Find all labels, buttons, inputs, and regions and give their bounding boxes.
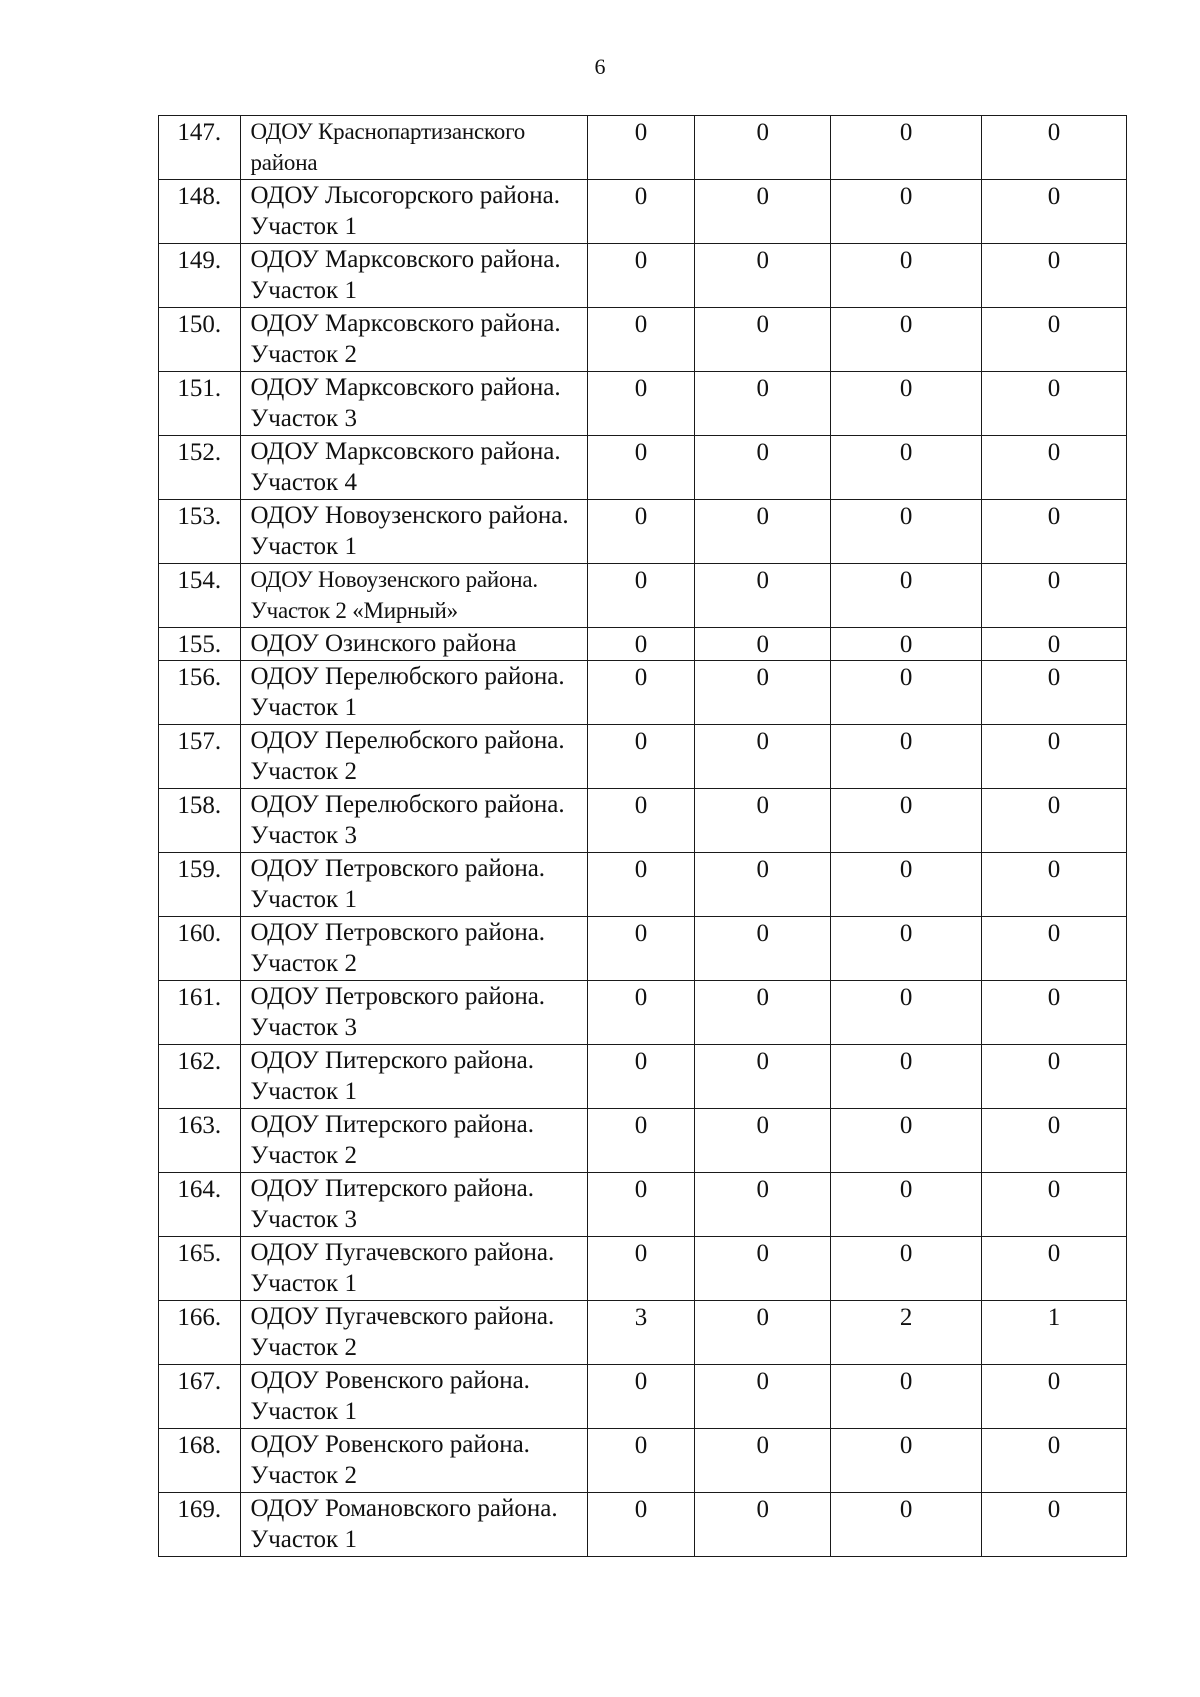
value-4: 1	[1047, 1304, 1061, 1331]
table-row	[159, 1109, 1127, 1173]
value-1: 0	[634, 1368, 648, 1395]
institution-name: ОДОУ Ровенского района. Участок 2	[240, 1429, 587, 1493]
row-number-cell	[159, 372, 241, 436]
value-3: 0	[899, 375, 913, 402]
row-number-cell	[159, 1237, 241, 1301]
table-row	[159, 725, 1127, 789]
value-cell-1	[587, 180, 695, 244]
value-2: 0	[756, 920, 769, 947]
table-row	[159, 661, 1127, 725]
value-cell-4	[982, 789, 1127, 853]
value-cell-4	[982, 436, 1127, 500]
value-1: 0	[634, 439, 648, 466]
institution-name: ОДОУ Петровского района. Участок 1	[240, 853, 587, 917]
value-cell-3	[831, 1301, 982, 1365]
table-row	[159, 308, 1127, 372]
row-number-cell	[159, 661, 241, 725]
value-cell-1	[587, 372, 695, 436]
row-number-cell	[159, 180, 241, 244]
institution-name: ОДОУ Пугачевского района. Участок 2	[240, 1301, 587, 1365]
value-cell-4	[982, 853, 1127, 917]
table-row	[159, 789, 1127, 853]
value-cell-2	[695, 1045, 831, 1109]
value-cell-4	[982, 500, 1127, 564]
value-1: 0	[634, 1176, 648, 1203]
table-row	[159, 436, 1127, 500]
value-3: 0	[899, 728, 913, 755]
value-cell-4	[982, 1109, 1127, 1173]
row-number: 168.	[177, 1432, 222, 1459]
row-number-cell	[159, 725, 241, 789]
table-row	[159, 628, 1127, 661]
row-number-cell	[159, 917, 241, 981]
value-cell-1	[587, 116, 695, 180]
value-cell-3	[831, 628, 982, 661]
table-row	[159, 116, 1127, 180]
value-cell-3	[831, 308, 982, 372]
table-row	[159, 500, 1127, 564]
value-cell-3	[831, 981, 982, 1045]
institution-name: ОДОУ Озинского района	[240, 628, 587, 661]
value-cell-1	[587, 436, 695, 500]
value-cell-3	[831, 917, 982, 981]
value-cell-1	[587, 1301, 695, 1365]
value-4: 0	[1047, 375, 1061, 402]
row-number: 163.	[177, 1112, 222, 1139]
value-1: 0	[634, 503, 648, 530]
table-row	[159, 372, 1127, 436]
value-cell-4	[982, 1429, 1127, 1493]
value-4: 0	[1047, 503, 1061, 530]
value-cell-4	[982, 372, 1127, 436]
value-cell-3	[831, 789, 982, 853]
institution-name: ОДОУ Петровского района. Участок 3	[240, 981, 587, 1045]
table-row	[159, 244, 1127, 308]
value-3: 0	[899, 984, 913, 1011]
institution-name: ОДОУ Перелюбского района. Участок 2	[240, 725, 587, 789]
value-cell-3	[831, 661, 982, 725]
value-cell-2	[695, 436, 831, 500]
row-number-cell	[159, 1045, 241, 1109]
value-1: 0	[634, 567, 648, 594]
value-2: 0	[756, 1240, 769, 1267]
row-number: 161.	[177, 984, 222, 1011]
value-4: 0	[1047, 1240, 1061, 1267]
value-3: 0	[899, 631, 913, 658]
table-row	[159, 1365, 1127, 1429]
value-cell-1	[587, 661, 695, 725]
value-cell-4	[982, 981, 1127, 1045]
value-cell-1	[587, 1237, 695, 1301]
value-4: 0	[1047, 439, 1061, 466]
row-number: 147.	[177, 119, 222, 146]
value-3: 0	[899, 567, 913, 594]
value-cell-2	[695, 628, 831, 661]
value-cell-1	[587, 308, 695, 372]
row-number-cell	[159, 1365, 241, 1429]
row-number: 149.	[177, 247, 222, 274]
table-row	[159, 180, 1127, 244]
table-row	[159, 1301, 1127, 1365]
row-number-cell	[159, 564, 241, 628]
row-number-cell	[159, 1109, 241, 1173]
value-cell-2	[695, 789, 831, 853]
row-number-cell	[159, 1301, 241, 1365]
value-cell-4	[982, 1237, 1127, 1301]
value-1: 0	[634, 1432, 648, 1459]
value-4: 0	[1047, 567, 1061, 594]
row-number-cell	[159, 308, 241, 372]
row-number: 159.	[177, 856, 222, 883]
value-4: 0	[1047, 728, 1061, 755]
value-cell-3	[831, 436, 982, 500]
value-cell-2	[695, 372, 831, 436]
value-2: 0	[756, 856, 769, 883]
value-cell-4	[982, 628, 1127, 661]
table-row	[159, 1045, 1127, 1109]
row-number: 156.	[177, 664, 222, 691]
value-2: 0	[756, 1112, 769, 1139]
value-cell-2	[695, 917, 831, 981]
value-4: 0	[1047, 247, 1061, 274]
value-cell-4	[982, 116, 1127, 180]
row-number: 162.	[177, 1048, 222, 1075]
institution-name: ОДОУ Лысогорского района. Участок 1	[240, 180, 587, 244]
value-4: 0	[1047, 984, 1061, 1011]
value-cell-2	[695, 853, 831, 917]
value-cell-3	[831, 500, 982, 564]
value-cell-3	[831, 244, 982, 308]
value-cell-4	[982, 917, 1127, 981]
value-cell-3	[831, 1365, 982, 1429]
institution-name: ОДОУ Питерского района. Участок 2	[240, 1109, 587, 1173]
row-number-cell	[159, 244, 241, 308]
row-number: 165.	[177, 1240, 222, 1267]
row-number: 160.	[177, 920, 222, 947]
value-cell-4	[982, 1365, 1127, 1429]
value-3: 2	[899, 1304, 913, 1331]
table-row	[159, 1173, 1127, 1237]
value-cell-2	[695, 116, 831, 180]
value-cell-2	[695, 1109, 831, 1173]
value-cell-1	[587, 1429, 695, 1493]
value-cell-4	[982, 1301, 1127, 1365]
value-3: 0	[899, 439, 913, 466]
value-4: 0	[1047, 1368, 1061, 1395]
value-4: 0	[1047, 792, 1061, 819]
value-4: 0	[1047, 183, 1061, 210]
value-cell-1	[587, 1109, 695, 1173]
value-1: 0	[634, 1240, 648, 1267]
row-number-cell	[159, 1173, 241, 1237]
row-number-cell	[159, 628, 241, 661]
table-row	[159, 1429, 1127, 1493]
value-1: 0	[634, 119, 648, 146]
institution-name: ОДОУ Марксовского района. Участок 2	[240, 308, 587, 372]
row-number: 164.	[177, 1176, 222, 1203]
institution-name: ОДОУ Питерского района. Участок 1	[240, 1045, 587, 1109]
value-4: 0	[1047, 1112, 1061, 1139]
row-number: 155.	[177, 631, 222, 658]
value-cell-2	[695, 1429, 831, 1493]
value-cell-2	[695, 661, 831, 725]
value-4: 0	[1047, 1432, 1061, 1459]
value-cell-3	[831, 725, 982, 789]
value-3: 0	[899, 247, 913, 274]
table-row	[159, 853, 1127, 917]
value-1: 0	[634, 1048, 648, 1075]
data-table	[158, 115, 1127, 1557]
value-cell-3	[831, 116, 982, 180]
value-1: 0	[634, 792, 648, 819]
value-cell-3	[831, 372, 982, 436]
value-cell-2	[695, 1365, 831, 1429]
value-2: 0	[756, 728, 769, 755]
value-cell-3	[831, 1237, 982, 1301]
value-4: 0	[1047, 119, 1061, 146]
row-number: 154.	[177, 567, 222, 594]
value-cell-1	[587, 1493, 695, 1557]
value-3: 0	[899, 920, 913, 947]
value-3: 0	[899, 1368, 913, 1395]
value-1: 0	[634, 1496, 648, 1523]
row-number: 153.	[177, 503, 222, 530]
row-number-cell	[159, 436, 241, 500]
institution-name: ОДОУ Пугачевского района. Участок 1	[240, 1237, 587, 1301]
value-cell-2	[695, 180, 831, 244]
value-cell-4	[982, 1045, 1127, 1109]
value-cell-4	[982, 725, 1127, 789]
value-cell-4	[982, 1493, 1127, 1557]
value-cell-4	[982, 1173, 1127, 1237]
value-2: 0	[756, 567, 769, 594]
institution-name: ОДОУ Марксовского района. Участок 3	[240, 372, 587, 436]
value-cell-1	[587, 789, 695, 853]
value-3: 0	[899, 183, 913, 210]
value-cell-1	[587, 244, 695, 308]
value-4: 0	[1047, 664, 1061, 691]
value-3: 0	[899, 856, 913, 883]
value-4: 0	[1047, 1048, 1061, 1075]
value-1: 0	[634, 1112, 648, 1139]
table-row	[159, 917, 1127, 981]
row-number-cell	[159, 116, 241, 180]
value-2: 0	[756, 1304, 769, 1331]
institution-name: ОДОУ Перелюбского района. Участок 3	[240, 789, 587, 853]
table-row	[159, 981, 1127, 1045]
value-cell-1	[587, 981, 695, 1045]
value-2: 0	[756, 311, 769, 338]
value-cell-3	[831, 853, 982, 917]
institution-name: ОДОУ Марксовского района. Участок 4	[240, 436, 587, 500]
table-row	[159, 1237, 1127, 1301]
value-3: 0	[899, 1176, 913, 1203]
value-1: 0	[634, 728, 648, 755]
row-number: 152.	[177, 439, 222, 466]
value-cell-2	[695, 981, 831, 1045]
value-cell-1	[587, 1173, 695, 1237]
value-3: 0	[899, 1432, 913, 1459]
row-number: 166.	[177, 1304, 222, 1331]
value-2: 0	[756, 1432, 769, 1459]
value-cell-2	[695, 1493, 831, 1557]
row-number-cell	[159, 500, 241, 564]
value-cell-4	[982, 661, 1127, 725]
page-number: 6	[594, 54, 606, 79]
value-4: 0	[1047, 311, 1061, 338]
value-cell-3	[831, 1493, 982, 1557]
row-number: 157.	[177, 728, 222, 755]
value-1: 0	[634, 984, 648, 1011]
value-cell-2	[695, 1301, 831, 1365]
institution-name: ОДОУ Ровенского района. Участок 1	[240, 1365, 587, 1429]
row-number-cell	[159, 789, 241, 853]
value-2: 0	[756, 664, 769, 691]
value-3: 0	[899, 1048, 913, 1075]
value-2: 0	[756, 119, 769, 146]
value-2: 0	[756, 1176, 769, 1203]
value-2: 0	[756, 984, 769, 1011]
row-number-cell	[159, 981, 241, 1045]
value-3: 0	[899, 1240, 913, 1267]
value-1: 3	[634, 1304, 648, 1331]
value-2: 0	[756, 375, 769, 402]
value-2: 0	[756, 247, 769, 274]
institution-name: ОДОУ Романовского района. Участок 1	[240, 1493, 587, 1557]
value-cell-2	[695, 244, 831, 308]
value-1: 0	[634, 664, 648, 691]
value-3: 0	[899, 1112, 913, 1139]
value-cell-1	[587, 725, 695, 789]
row-number: 151.	[177, 375, 222, 402]
value-cell-1	[587, 1045, 695, 1109]
institution-name: ОДОУ Перелюбского района. Участок 1	[240, 661, 587, 725]
value-4: 0	[1047, 856, 1061, 883]
row-number: 148.	[177, 183, 222, 210]
row-number-cell	[159, 1429, 241, 1493]
table-row	[159, 564, 1127, 628]
value-cell-1	[587, 628, 695, 661]
value-2: 0	[756, 792, 769, 819]
value-cell-1	[587, 917, 695, 981]
value-cell-1	[587, 564, 695, 628]
value-2: 0	[756, 1048, 769, 1075]
value-cell-3	[831, 1045, 982, 1109]
value-cell-3	[831, 180, 982, 244]
row-number: 167.	[177, 1368, 222, 1395]
table-body	[159, 116, 1127, 1557]
row-number: 158.	[177, 792, 222, 819]
value-3: 0	[899, 792, 913, 819]
value-4: 0	[1047, 1496, 1061, 1523]
value-1: 0	[634, 920, 648, 947]
value-cell-2	[695, 725, 831, 789]
value-cell-3	[831, 1109, 982, 1173]
value-2: 0	[756, 1368, 769, 1395]
institution-name: ОДОУ Питерского района. Участок 3	[240, 1173, 587, 1237]
value-1: 0	[634, 311, 648, 338]
value-1: 0	[634, 631, 648, 658]
value-1: 0	[634, 856, 648, 883]
value-4: 0	[1047, 1176, 1061, 1203]
institution-name: ОДОУ Новоузенского района. Участок 1	[240, 500, 587, 564]
row-number: 150.	[177, 311, 222, 338]
value-3: 0	[899, 119, 913, 146]
value-cell-1	[587, 853, 695, 917]
value-cell-3	[831, 1429, 982, 1493]
value-2: 0	[756, 631, 769, 658]
institution-name: ОДОУ Петровского района. Участок 2	[240, 917, 587, 981]
value-4: 0	[1047, 631, 1061, 658]
value-1: 0	[634, 375, 648, 402]
value-3: 0	[899, 664, 913, 691]
value-cell-4	[982, 564, 1127, 628]
value-cell-4	[982, 308, 1127, 372]
value-4: 0	[1047, 920, 1061, 947]
value-cell-2	[695, 1237, 831, 1301]
value-2: 0	[756, 1496, 769, 1523]
value-2: 0	[756, 439, 769, 466]
value-cell-2	[695, 1173, 831, 1237]
value-1: 0	[634, 247, 648, 274]
row-number: 169.	[177, 1496, 222, 1523]
value-cell-2	[695, 308, 831, 372]
value-cell-3	[831, 564, 982, 628]
value-cell-1	[587, 1365, 695, 1429]
row-number-cell	[159, 1493, 241, 1557]
row-number-cell	[159, 853, 241, 917]
value-cell-2	[695, 500, 831, 564]
institution-name: ОДОУ Марксовского района. Участок 1	[240, 244, 587, 308]
value-3: 0	[899, 503, 913, 530]
value-cell-3	[831, 1173, 982, 1237]
value-cell-2	[695, 564, 831, 628]
value-2: 0	[756, 503, 769, 530]
value-3: 0	[899, 1496, 913, 1523]
value-cell-4	[982, 180, 1127, 244]
value-2: 0	[756, 183, 769, 210]
table-row	[159, 1493, 1127, 1557]
institution-name: ОДОУ Новоузенского района. Участок 2 «Мирный»	[240, 564, 587, 628]
value-3: 0	[899, 311, 913, 338]
value-cell-1	[587, 500, 695, 564]
institution-name: ОДОУ Краснопартизанского района	[240, 116, 587, 180]
value-cell-4	[982, 244, 1127, 308]
value-1: 0	[634, 183, 648, 210]
